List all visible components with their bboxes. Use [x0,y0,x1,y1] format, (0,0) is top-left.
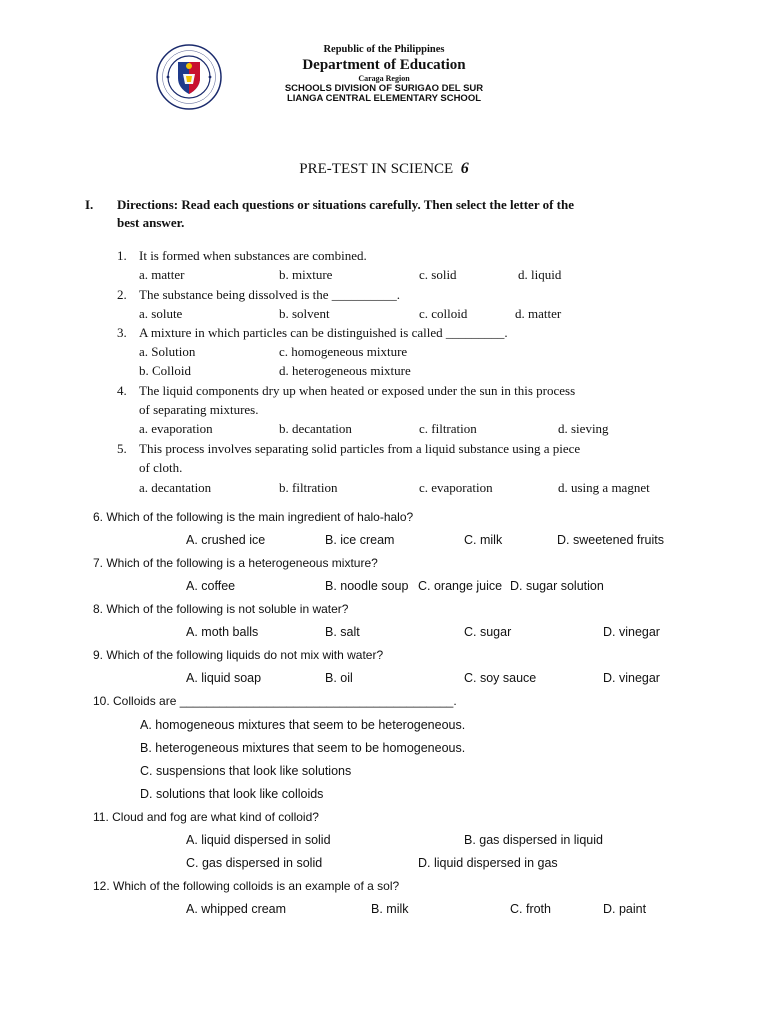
choice-a: a. matter [139,267,185,282]
choice-c: c. filtration [419,421,477,436]
question-number: 3. [117,325,127,340]
letterhead [0,44,768,105]
question-text: The liquid components dry up when heated or exposed under the sun in this process [139,383,576,398]
department-line: Department of Education [302,57,466,74]
choice-d: D. paint [603,902,647,916]
choice-a: A. liquid dispersed in solid [186,833,331,847]
choice-a: a. decantation [139,480,212,495]
choice-b: b. decantation [279,421,352,436]
choice-c: C. soy sauce [464,671,537,685]
question-number: 2. [117,287,127,302]
choice-b: b. filtration [279,480,338,495]
choice-c: c. solid [419,267,457,282]
choice-a: A. crushed ice [186,533,266,547]
choice-a: a. solute [139,306,183,321]
choice-a: A. coffee [186,579,236,593]
choice-d: d. sieving [558,421,609,436]
region-line: Caraga Region [358,74,410,84]
choice-b: b. mixture [279,267,333,282]
choice-b: B. ice cream [325,533,395,547]
choice-d: D. sweetened fruits [557,533,664,547]
division-line: SCHOOLS DIVISION OF SURIGAO DEL SUR [284,82,484,94]
choice-a: A. liquid soap [186,671,262,685]
choice-c: c. evaporation [419,480,493,495]
choice-c: C. milk [464,533,503,547]
question-text-cont: of separating mixtures. [139,402,259,417]
choice-b: B. salt [325,625,360,639]
choice-a: A. homogeneous mixtures that seem to be heterogeneous. [140,718,466,732]
school-line: LIANGA CENTRAL ELEMENTARY SCHOOL [286,93,482,105]
question-number: 5. [117,441,127,456]
choice-b: b. solvent [279,306,330,321]
choice-c: C. gas dispersed in solid [186,856,323,870]
choice-b: B. milk [371,902,409,916]
question-text: 9. Which of the following liquids do not mix with water? [93,648,384,662]
question-text: 8. Which of the following is not soluble in water? [93,602,349,616]
question-text: 7. Which of the following is a heterogeneous mixture? [93,556,378,570]
question-text: 12. Which of the following colloids is an example of a sol? [93,879,400,893]
choice-d: D. liquid dispersed in gas [418,856,558,870]
choice-c: C. froth [510,902,551,916]
choice-b: b. Colloid [139,363,192,378]
choice-a: a. evaporation [139,421,213,436]
choice-a: A. whipped cream [186,902,287,916]
choice-d: D. vinegar [603,671,660,685]
choice-c: C. orange juice [418,579,503,593]
choice-d: d. using a magnet [558,480,650,495]
question-text: 6. Which of the following is the main ingredient of halo-halo? [93,510,414,524]
choice-c: c. colloid [419,306,468,321]
question-number: 4. [117,383,127,398]
question-text: It is formed when substances are combined. [139,248,367,263]
question-text: 10. Colloids are _________________________________________. [93,694,457,708]
directions-line-2: best answer. [117,215,185,230]
question-number: 1. [117,248,127,263]
choice-d: D. solutions that look like colloids [140,787,324,801]
question-text: 11. Cloud and fog are what kind of colloid? [93,810,319,824]
choice-d: d. matter [515,306,562,321]
choice-a: a. Solution [139,344,196,359]
choice-b: B. heterogeneous mixtures that seem to be homogeneous. [140,741,466,755]
test-title [0,160,768,178]
choice-b: B. oil [325,671,353,685]
question-text: A mixture in which particles can be distinguished is called _________. [139,325,508,340]
choice-d: d. heterogeneous mixture [279,363,411,378]
choice-a: A. moth balls [186,625,259,639]
title-text: PRE-TEST IN SCIENCE [299,161,454,177]
choice-d: D. vinegar [603,625,660,639]
choice-c: C. sugar [464,625,512,639]
choice-c: c. homogeneous mixture [279,344,408,359]
directions-line-1: Directions: Read each questions or situations carefully. Then select the letter of the [117,197,575,212]
question-text: This process involves separating solid particles from a liquid substance using a piece [139,441,581,456]
choice-d: d. liquid [518,267,562,282]
section-roman: I. [85,197,94,212]
choice-d: D. sugar solution [510,579,604,593]
question-text-cont: of cloth. [139,460,183,475]
republic-line: Republic of the Philippines [323,44,445,55]
choice-b: B. noodle soup [325,579,409,593]
question-text: The substance being dissolved is the __________. [139,287,401,302]
title-number: 6 [460,160,469,177]
choice-c: C. suspensions that look like solutions [140,764,352,778]
choice-b: B. gas dispersed in liquid [464,833,603,847]
